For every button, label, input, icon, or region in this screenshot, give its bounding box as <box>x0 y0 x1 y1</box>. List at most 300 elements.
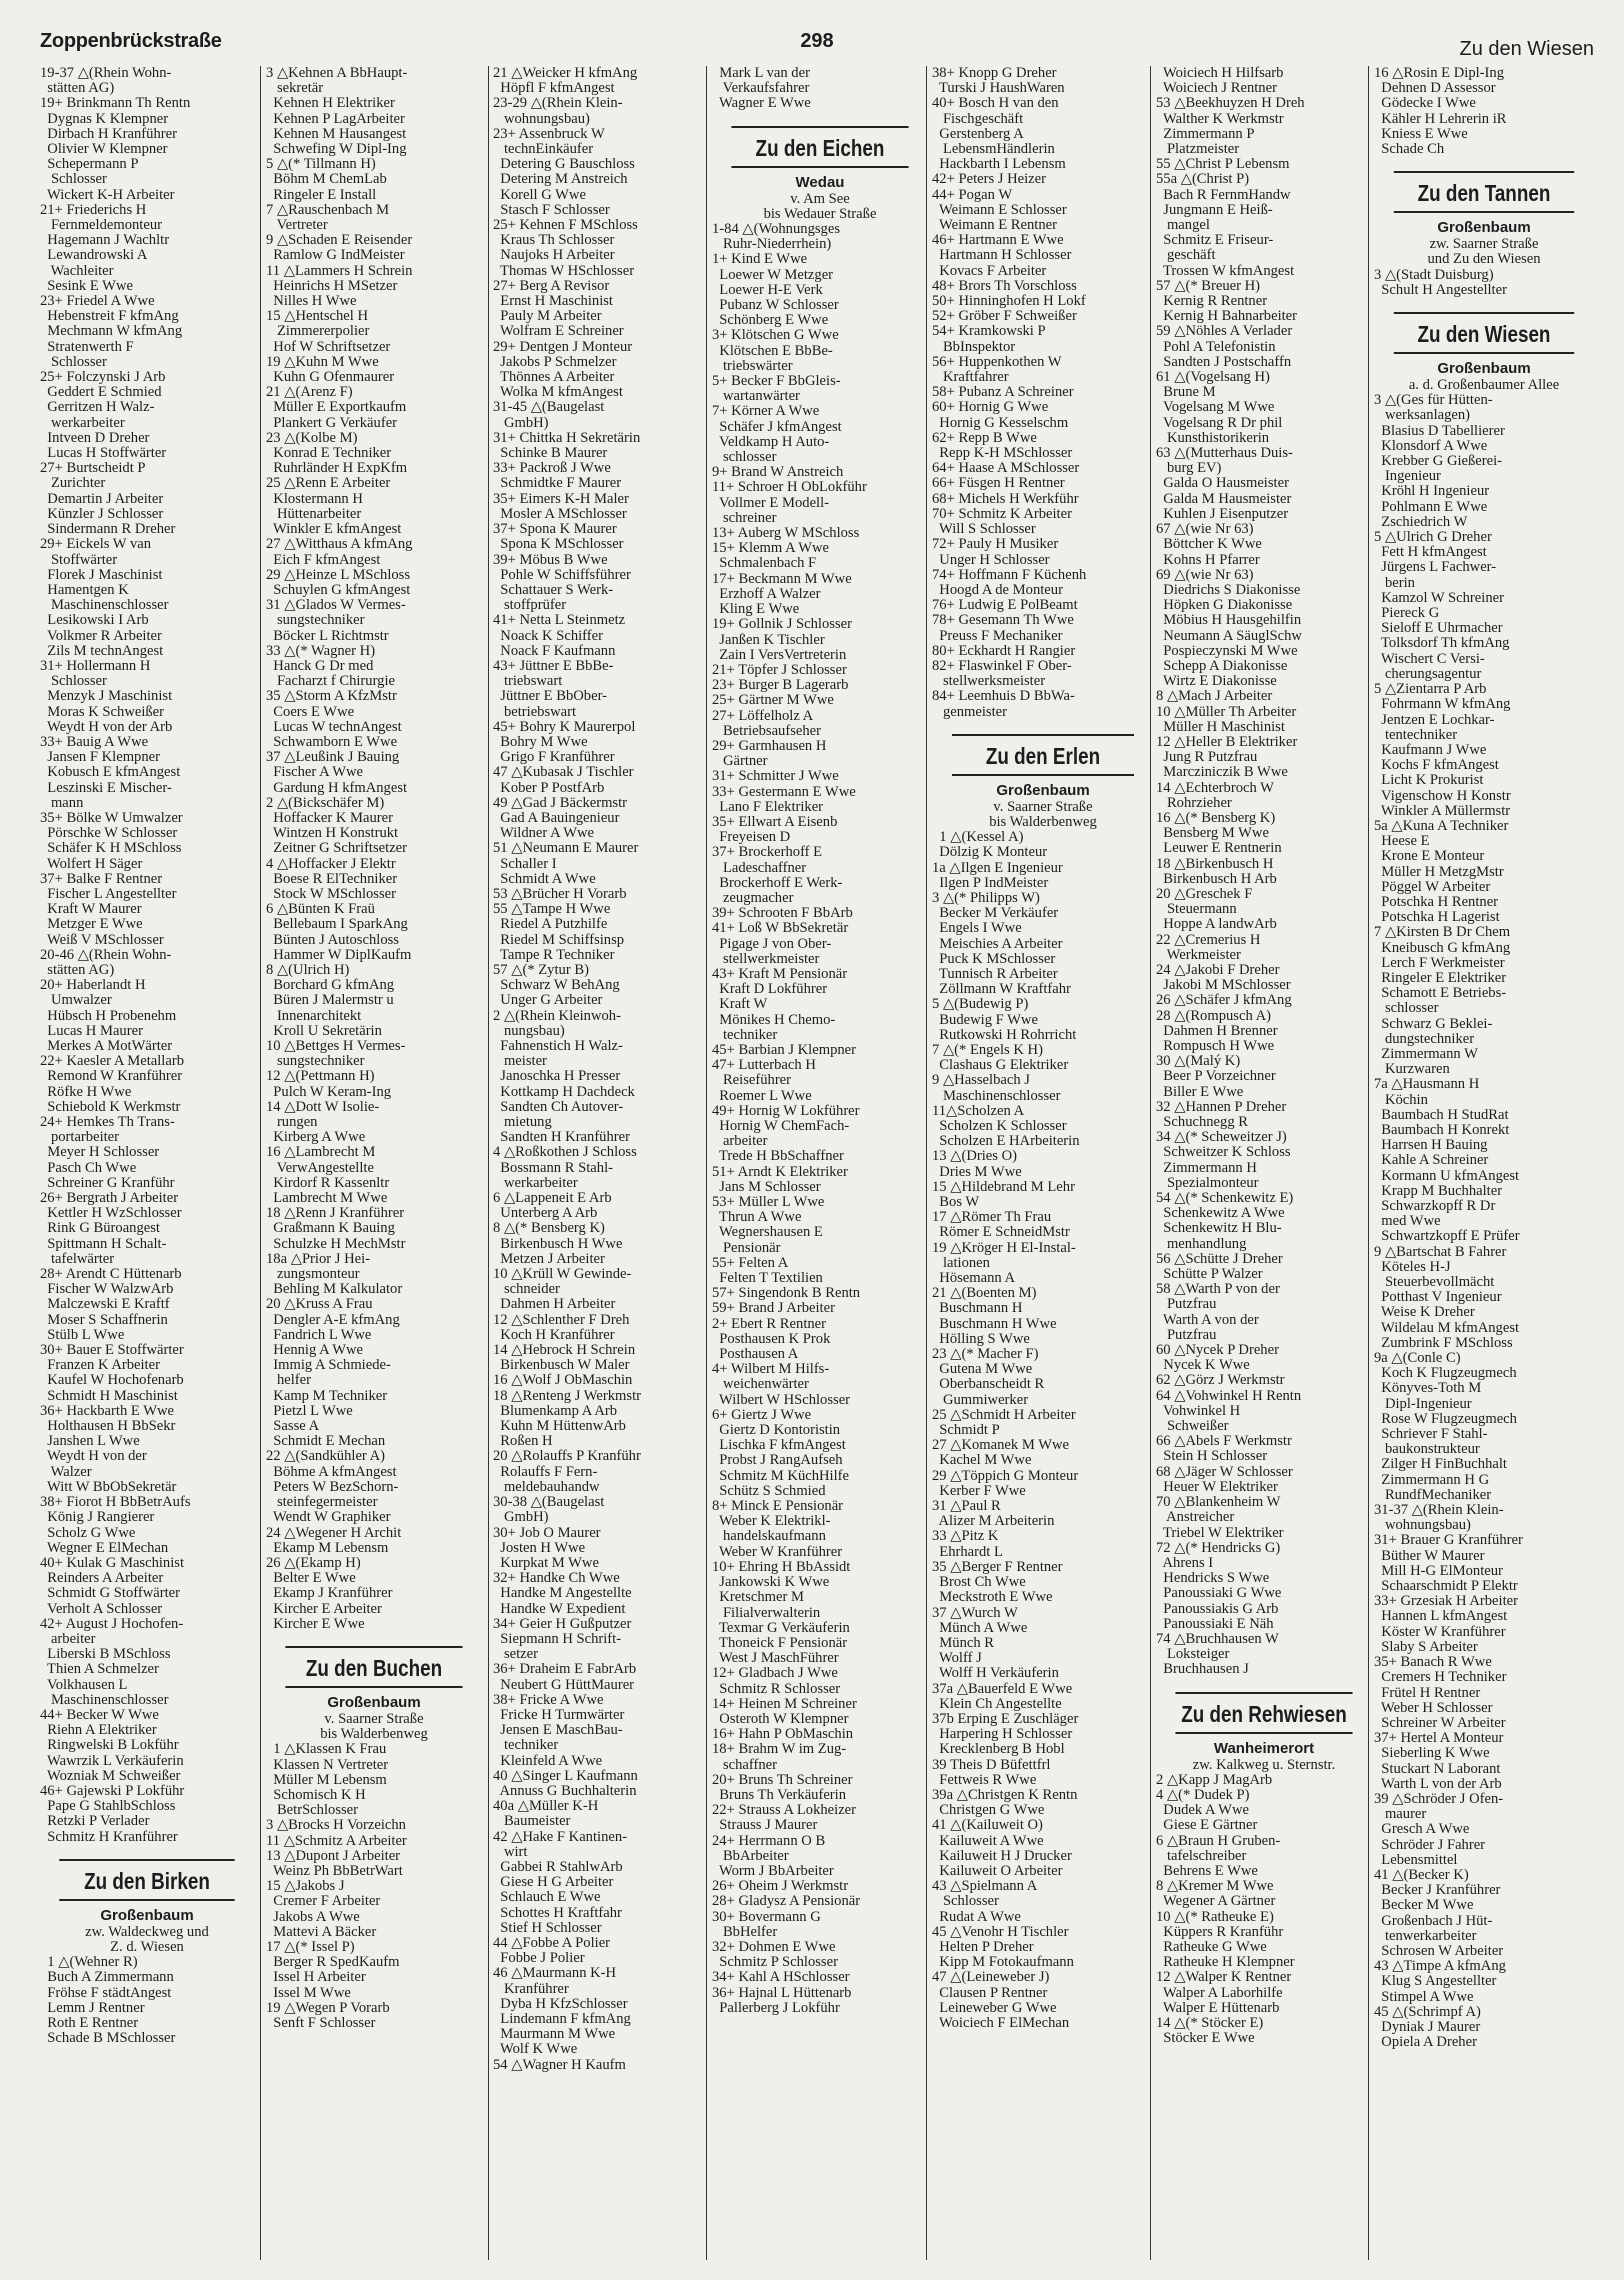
resident-entry: Loksteiger <box>1156 1647 1230 1663</box>
resident-entry: Wolff J <box>932 1651 982 1667</box>
resident-entry: LebensmHändlerin <box>932 142 1055 158</box>
resident-entry: 25+ Gärtner M Wwe <box>712 693 834 709</box>
resident-entry: 37+ Brockerhoff E <box>712 845 823 861</box>
resident-entry: 44 △Fobbe A Polier <box>493 1935 611 1951</box>
resident-entry: Becker M Wwe <box>1374 1898 1474 1914</box>
resident-entry: Eich F kfmAngest <box>266 552 381 568</box>
resident-entry: Steuermann <box>1156 902 1237 918</box>
resident-entry: Höpken G Diakonisse <box>1156 598 1293 614</box>
resident-entry: Schlosser <box>932 1894 999 1910</box>
resident-entry: 43+ Kraft M Pensionär <box>712 966 848 982</box>
resident-entry: Zimmermann W <box>1374 1046 1478 1062</box>
resident-entry: 30+ Bauer E Stoffwärter <box>40 1343 184 1359</box>
resident-entry: Kahle A Schreiner <box>1374 1153 1489 1169</box>
resident-entry: Schäfer J kfmAngest <box>712 419 842 435</box>
resident-entry: 23-29 △(Rhein Klein- <box>493 96 623 112</box>
resident-entry: Kernig R Rentner <box>1156 294 1268 310</box>
resident-entry: Ahrens I <box>1156 1555 1214 1571</box>
resident-entry: Pörschke W Schlosser <box>40 826 178 842</box>
resident-entry: 19 △Kuhn M Wwe <box>266 354 379 370</box>
resident-entry: Fandrich L Wwe <box>266 1327 372 1343</box>
resident-entry: Stöcker E Wwe <box>1156 2031 1255 2047</box>
resident-entry: Schepermann P <box>40 157 139 173</box>
resident-entry: 72 △(* Hendricks G) <box>1156 1540 1281 1556</box>
resident-entry: 1a △Ilgen E Ingenieur <box>932 860 1063 876</box>
resident-entry: Heese E <box>1374 834 1430 850</box>
resident-entry: 1-84 △(Wohnungsges <box>712 222 841 238</box>
resident-entry: Leuwer E Rentnerin <box>1156 841 1282 857</box>
resident-entry: Stasch F Schlosser <box>493 202 610 218</box>
resident-entry: Sieloff E Uhrmacher <box>1374 621 1503 637</box>
resident-entry: Wendt W Graphiker <box>266 1510 391 1526</box>
resident-entry: Budewig F Wwe <box>932 1012 1038 1028</box>
resident-entry: Kerber F Wwe <box>932 1483 1026 1499</box>
resident-entry: techniker <box>712 1027 778 1043</box>
resident-entry: helfer <box>266 1373 311 1389</box>
resident-entry: 33+ Gestermann E Wwe <box>712 784 856 800</box>
resident-entry: sekretär <box>266 81 324 97</box>
resident-entry: 13 △(Dries O) <box>932 1149 1017 1165</box>
resident-entry: 20 △Greschek F <box>1156 886 1253 902</box>
resident-entry: Maschinenschlosser <box>40 1692 169 1708</box>
resident-entry: 3 △(Stadt Duisburg) <box>1374 267 1494 283</box>
resident-entry: Berger R SpedKaufm <box>266 1955 400 1971</box>
resident-entry: menhandlung <box>1156 1236 1247 1252</box>
resident-entry: Riedel A Putzhilfe <box>493 917 608 933</box>
header-street-start: Zoppenbrückstraße <box>40 30 222 52</box>
resident-entry: Senft F Schlosser <box>266 2015 376 2031</box>
resident-entry: 47 △(Leineweber J) <box>932 1970 1050 1986</box>
resident-entry: Nycek K Wwe <box>1156 1358 1250 1374</box>
resident-entry: BbArbeiter <box>712 1848 789 1864</box>
resident-entry: Weise K Dreher <box>1374 1305 1475 1321</box>
resident-entry: Schepp A Diakonisse <box>1156 658 1288 674</box>
resident-entry: Rutkowski H Rohrricht <box>932 1027 1077 1043</box>
resident-entry: 22 △(Sandkühler A) <box>266 1449 386 1465</box>
resident-entry: Gödecke I Wwe <box>1374 96 1476 112</box>
resident-entry: Menzyk J Maschinist <box>40 689 173 705</box>
resident-entry: Wolfert H Säger <box>40 856 143 872</box>
resident-entry: Posthausen A <box>712 1347 799 1363</box>
resident-entry: 47+ Lutterbach H <box>712 1058 816 1074</box>
resident-entry: 40 △Singer L Kaufmann <box>493 1768 638 1784</box>
resident-entry: Künzler J Schlosser <box>40 506 164 522</box>
resident-entry: 12 △Walper K Rentner <box>1156 1970 1292 1986</box>
resident-entry: Schmidt E Mechan <box>266 1434 386 1450</box>
resident-entry: 30+ Bovermann G <box>712 1909 821 1925</box>
resident-entry: 8+ Minck E Pensionär <box>712 1499 844 1515</box>
resident-entry: 54 △Wagner H Kaufm <box>493 2057 626 2073</box>
resident-entry: Issel M Wwe <box>266 1985 351 2001</box>
resident-entry: 5 △(Budewig P) <box>932 997 1029 1013</box>
resident-entry: Lerch F Werkmeister <box>1374 955 1505 971</box>
resident-entry: Rose W Flugzeugmech <box>1374 1411 1517 1427</box>
street-range: v. Am See <box>790 190 850 207</box>
resident-entry: Loewer W Metzger <box>712 267 834 283</box>
resident-entry: 51+ Arndt K Elektriker <box>712 1164 848 1180</box>
resident-entry: 7 △Rauschenbach M <box>266 202 390 218</box>
resident-entry: Schmalenbach F <box>712 556 817 572</box>
resident-entry: Kovacs F Arbeiter <box>932 263 1047 279</box>
resident-entry: Meyer H Schlosser <box>40 1145 160 1161</box>
street-range: a. d. Großenbaumer Allee <box>1408 377 1560 394</box>
resident-entry: 41 △(Kailuweit O) <box>932 1818 1043 1834</box>
resident-entry: Oberbanscheidt R <box>932 1377 1045 1393</box>
resident-entry: 63 △(Mutterhaus Duis- <box>1156 446 1293 462</box>
resident-entry: Kehnen H Elektriker <box>266 96 395 112</box>
resident-entry: Weimann E Schlosser <box>932 202 1067 218</box>
resident-entry: 68+ Michels H Werkführ <box>932 491 1079 507</box>
resident-entry: Zils M technAngest <box>40 643 164 659</box>
resident-entry: Stief H Schlosser <box>493 1920 602 1936</box>
resident-entry: 56 △Schütte J Dreher <box>1156 1251 1283 1267</box>
resident-entry: 26+ Bergrath J Arbeiter <box>40 1191 179 1207</box>
resident-entry: cherungsagentur <box>1374 666 1482 682</box>
resident-entry: Cremer F Arbeiter <box>266 1894 381 1910</box>
resident-entry: Schönberg E Wwe <box>712 313 829 329</box>
resident-entry: rungen <box>266 1115 318 1131</box>
resident-entry: 29+ Garmhausen H <box>712 738 827 754</box>
resident-entry: Schult H Angestellter <box>1374 282 1507 298</box>
resident-entry: 33+ Packroß J Wwe <box>493 461 611 477</box>
resident-entry: 29+ Dentgen J Monteur <box>493 339 633 355</box>
resident-entry: Brockerhoff E Werk- <box>712 875 843 891</box>
resident-entry: Sasse A <box>266 1419 320 1435</box>
resident-entry: 41 △(Becker K) <box>1374 1867 1469 1883</box>
resident-entry: 80+ Eckhardt H Rangier <box>932 643 1076 659</box>
resident-entry: Schlauch E Wwe <box>493 1890 601 1906</box>
resident-entry: 38+ Fricke A Wwe <box>493 1692 604 1708</box>
resident-entry: Dipl-Ingenieur <box>1374 1396 1472 1412</box>
resident-entry: Jankowski K Wwe <box>712 1575 830 1591</box>
resident-entry: Wolfram E Schreiner <box>493 324 624 340</box>
resident-entry: Krone E Monteur <box>1374 849 1485 865</box>
resident-entry: Schriever F Stahl- <box>1374 1427 1488 1443</box>
resident-entry: 31-45 △(Baugelast <box>493 400 605 416</box>
resident-entry: setzer <box>493 1647 538 1663</box>
resident-entry: Dahmen H Arbeiter <box>493 1297 616 1313</box>
resident-entry: mann <box>40 795 84 811</box>
directory-column-1 <box>40 66 254 2260</box>
resident-entry: Müller H Maschinist <box>1156 719 1285 735</box>
resident-entry: Fischer A Wwe <box>266 765 364 781</box>
resident-entry: Bos W <box>932 1195 980 1211</box>
resident-entry: Schwarzkopff R Dr <box>1374 1199 1496 1214</box>
resident-entry: 54 △(* Schenkewitz E) <box>1156 1191 1294 1207</box>
resident-entry: Hennig A Wwe <box>266 1343 364 1359</box>
resident-entry: 56+ Huppenkothen W <box>932 354 1062 370</box>
resident-entry: Schrosen W Arbeiter <box>1374 1943 1504 1959</box>
resident-entry: Mark L van der <box>712 66 810 81</box>
resident-entry: Dyniak J Maurer <box>1374 2019 1481 2035</box>
resident-entry: Zurichter <box>40 476 106 492</box>
resident-entry: 5 △(* Tillmann H) <box>266 157 376 173</box>
resident-entry: 20+ Haberlandt H <box>40 978 146 994</box>
resident-entry: tafelschreiber <box>1156 1848 1247 1864</box>
resident-entry: Möbius H Hausgehilfin <box>1156 613 1302 629</box>
resident-entry: med Wwe <box>1374 1214 1441 1230</box>
resident-entry: 8 △Mach J Arbeiter <box>1156 689 1273 705</box>
resident-entry: Schamott E Betriebs- <box>1374 986 1507 1002</box>
resident-entry: Ernst H Maschinist <box>493 294 613 310</box>
resident-entry: Wegner E ElMechan <box>40 1540 169 1556</box>
resident-entry: Walper A Laborhilfe <box>1156 1985 1283 2001</box>
resident-entry: Schottes H Kraftfahr <box>493 1905 622 1921</box>
resident-entry: Merkes A MotWärter <box>40 1039 173 1054</box>
resident-entry: Retzki P Verlader <box>40 1814 150 1830</box>
resident-entry: Kircher E Arbeiter <box>266 1601 382 1617</box>
resident-entry: 20 △Kruss A Frau <box>266 1297 373 1313</box>
resident-entry: 18 △Renteng J Werkmstr <box>493 1388 641 1404</box>
resident-entry: Geddert E Schmied <box>40 385 162 401</box>
resident-entry: 37b Erping E Zuschläger <box>932 1711 1079 1727</box>
resident-entry: Stimpel A Wwe <box>1374 1989 1474 2005</box>
resident-entry: Schulzke H MechMstr <box>266 1236 406 1252</box>
resident-entry: Dyba H KfzSchlosser <box>493 1996 628 2012</box>
resident-entry: Wilbert W HSchlosser <box>712 1392 851 1408</box>
directory-columns <box>40 66 1594 2260</box>
resident-entry: Freyeisen D <box>712 830 791 846</box>
resident-entry: Becker M Verkäufer <box>932 906 1059 922</box>
resident-entry: 2 △(Bickschäfer M) <box>266 795 385 811</box>
resident-entry: Panoussiaki G Wwe <box>1156 1586 1282 1602</box>
resident-entry: meldebauhandw <box>493 1479 600 1495</box>
resident-entry: Puck K MSchlosser <box>932 951 1056 967</box>
resident-entry: Janshen L Wwe <box>40 1434 140 1450</box>
resident-entry: Schuchnegg R <box>1156 1115 1249 1131</box>
resident-entry: Schomisch K H <box>266 1787 366 1803</box>
resident-entry: Hebenstreit F kfmAng <box>40 309 179 325</box>
resident-entry: Bensberg M Wwe <box>1156 826 1269 842</box>
resident-entry: Böhme A kfmAngest <box>266 1464 397 1480</box>
resident-entry: werksanlagen) <box>1374 408 1471 424</box>
resident-entry: 35+ Bölke W Umwalzer <box>40 810 183 826</box>
resident-entry: Naujoks H Arbeiter <box>493 248 615 264</box>
street-range: v. Saarner Straße <box>993 798 1093 815</box>
resident-entry: RundfMechaniker <box>1374 1487 1492 1503</box>
resident-entry: 27+ Burtscheidt P <box>40 461 146 477</box>
resident-entry: schreiner <box>712 510 777 526</box>
directory-column-7 <box>1374 66 1594 2260</box>
resident-entry: werkarbeiter <box>40 415 125 431</box>
resident-entry: Ekamp M Lebensm <box>266 1540 389 1556</box>
resident-entry: Sandten H Kranführer <box>493 1130 630 1146</box>
resident-entry: Schwefing W Dipl-Ing <box>266 142 407 158</box>
resident-entry: Buschmann H Wwe <box>932 1316 1057 1332</box>
resident-entry: 1 △(Wehner R) <box>40 1955 138 1971</box>
resident-entry: 33 △(* Wagner H) <box>266 643 376 659</box>
resident-entry: Dries M Wwe <box>932 1164 1022 1180</box>
resident-entry: sungstechniker <box>266 613 365 629</box>
resident-entry: 26 △Schäfer J kfmAng <box>1156 993 1292 1009</box>
resident-entry: 21 △Weicker H kfmAng <box>493 66 638 81</box>
resident-entry: Sesink E Wwe <box>40 278 133 294</box>
resident-entry: Fahnenstich H Walz- <box>493 1039 623 1054</box>
resident-entry: geschäft <box>1156 248 1216 264</box>
resident-entry: 37 △Leußink J Bauing <box>266 750 400 766</box>
resident-entry: Rudat A Wwe <box>932 1909 1021 1925</box>
resident-entry: Cremers H Techniker <box>1374 1670 1507 1686</box>
resident-entry: Belter E Wwe <box>266 1571 356 1587</box>
resident-entry: Graßmann K Bauing <box>266 1221 395 1237</box>
resident-entry: West J MaschFührer <box>712 1651 839 1667</box>
resident-entry: Noack F Kaufmann <box>493 643 616 659</box>
resident-entry: 37+ Hertel A Monteur <box>1374 1731 1504 1747</box>
resident-entry: 17 △Römer Th Frau <box>932 1210 1052 1226</box>
resident-entry: Preuss F Mechaniker <box>932 628 1063 644</box>
resident-entry: Gutena M Wwe <box>932 1362 1033 1378</box>
resident-entry: Hoogd A de Monteur <box>932 582 1063 598</box>
resident-entry: Klonsdorf A Wwe <box>1374 438 1488 454</box>
resident-entry: Pulch W Keram-Ing <box>266 1084 392 1100</box>
resident-entry: Harpering H Schlosser <box>932 1727 1073 1743</box>
resident-entry: Galda O Hausmeister <box>1156 476 1289 492</box>
resident-entry: 53+ Müller L Wwe <box>712 1195 825 1211</box>
resident-entry: 76+ Ludwig E PolBeamt <box>932 598 1078 614</box>
resident-entry: Schattauer S Werk- <box>493 582 614 598</box>
resident-entry: Werkmeister <box>1156 947 1241 963</box>
resident-entry: portarbeiter <box>40 1130 120 1146</box>
resident-entry: Dengler A-E kfmAng <box>266 1312 400 1328</box>
resident-entry: 19-37 △(Rhein Wohn- <box>40 66 172 81</box>
resident-entry: Mönikes H Chemo- <box>712 1012 836 1028</box>
resident-entry: Gerritzen H Walz- <box>40 400 155 416</box>
resident-entry: Moras K Schweißer <box>40 704 165 720</box>
resident-entry: Lucas H Stoffwärter <box>40 446 167 462</box>
resident-entry: Becker J Kranführer <box>1374 1883 1501 1899</box>
resident-entry: Bruchhausen J <box>1156 1662 1249 1678</box>
resident-entry: 9 △Schaden E Reisender <box>266 233 413 249</box>
resident-entry: 10 △Krüll W Gewinde- <box>493 1267 632 1283</box>
resident-entry: Vohwinkel H <box>1156 1403 1241 1419</box>
resident-entry: Scholzen E HArbeiterin <box>932 1134 1080 1150</box>
district-heading: Großenbaum <box>327 1693 421 1711</box>
resident-entry: 55+ Felten A <box>712 1255 789 1271</box>
resident-entry: 74+ Hoffmann F Küchenh <box>932 567 1087 583</box>
column-divider <box>706 66 707 2260</box>
resident-entry: burg EV) <box>1156 461 1222 477</box>
resident-entry: Kneibusch G kfmAng <box>1374 940 1511 956</box>
resident-entry: Walzer <box>40 1464 92 1480</box>
resident-entry: 37+ Balke F Rentner <box>40 871 163 887</box>
resident-entry: 47 △Kubasak J Tischler <box>493 765 634 781</box>
column-divider <box>1368 66 1369 2260</box>
resident-entry: 29 △Töppich G Monteur <box>932 1468 1079 1484</box>
resident-entry: Kipp M Fotokaufmann <box>932 1955 1074 1971</box>
resident-entry: Janßen K Tischler <box>712 632 825 648</box>
resident-entry: 23 △(* Macher F) <box>932 1347 1039 1363</box>
resident-entry: Schuylen G kfmAngest <box>266 582 411 598</box>
resident-entry: Koch K Flugzeugmech <box>1374 1366 1517 1382</box>
resident-entry: Mill H-G ElMonteur <box>1374 1563 1503 1579</box>
resident-entry: 21+ Friederichs H <box>40 202 147 218</box>
resident-entry: Winkler E kfmAngest <box>266 522 402 538</box>
street-range: und Zu den Wiesen <box>1427 251 1541 268</box>
resident-entry: 23 △(Kolbe M) <box>266 430 358 446</box>
resident-entry: Krebber G Gießerei- <box>1374 454 1503 470</box>
resident-entry: Büther W Maurer <box>1374 1548 1485 1564</box>
resident-entry: 5a △Kuna A Techniker <box>1374 818 1509 834</box>
resident-entry: berin <box>1374 575 1415 591</box>
resident-entry: 34+ Kahl A HSchlosser <box>712 1970 850 1986</box>
resident-entry: baukonstrukteur <box>1374 1442 1480 1458</box>
resident-entry: Jans M Schlosser <box>712 1179 821 1195</box>
resident-entry: 20+ Bruns Th Schreiner <box>712 1772 853 1788</box>
resident-entry: Walther K Werkmstr <box>1156 111 1284 127</box>
resident-entry: Neumann A SäuglSchw <box>1156 628 1302 644</box>
resident-entry: Schütz S Schmied <box>712 1483 826 1499</box>
resident-entry: Kunsthistorikerin <box>1156 430 1270 446</box>
resident-entry: Zschiedrich W <box>1374 514 1468 530</box>
district-heading: Großenbaum <box>1437 219 1531 237</box>
resident-entry: 12 △Heller B Elektriker <box>1156 734 1298 750</box>
resident-entry: Anstreicher <box>1156 1510 1235 1526</box>
resident-entry: 55 △Christ P Lebensm <box>1156 157 1290 173</box>
resident-entry: 33+ Bauig A Wwe <box>40 734 149 750</box>
street-heading: Zu den Wiesen <box>1394 312 1574 354</box>
resident-entry: Ingenieur <box>1374 469 1441 485</box>
resident-entry: BbHelfer <box>712 1924 778 1940</box>
resident-entry: 3 △(* Philipps W) <box>932 890 1040 906</box>
resident-entry: 84+ Leemhuis D BbWa- <box>932 689 1075 705</box>
resident-entry: 45+ Bohry K Maurerpol <box>493 719 636 735</box>
resident-entry: Stratenwerth F <box>40 339 134 355</box>
resident-entry: Ehrhardt L <box>932 1544 1003 1560</box>
resident-entry: Schlosser <box>40 354 107 370</box>
resident-entry: 64+ Haase A MSchlosser <box>932 461 1080 477</box>
resident-entry: 70 △Blankenheim W <box>1156 1495 1281 1511</box>
resident-entry: stätten AG) <box>40 962 115 978</box>
resident-entry: handelskaufmann <box>712 1529 826 1545</box>
resident-entry: 32+ Handke Ch Wwe <box>493 1571 620 1587</box>
resident-entry: Unger H Schlosser <box>932 552 1050 568</box>
resident-entry: Köteles H-J <box>1374 1259 1451 1275</box>
resident-entry: 8 △Kremer M Wwe <box>1156 1879 1274 1895</box>
resident-entry: Kähler H Lehrerin iR <box>1374 111 1507 127</box>
resident-entry: Könyves-Toth M <box>1374 1381 1482 1397</box>
column-divider <box>488 66 489 2260</box>
resident-entry: Behling M Kalkulator <box>266 1282 403 1298</box>
directory-column-6 <box>1156 66 1372 2260</box>
resident-entry: Ruhr-Niederrhein) <box>712 237 832 253</box>
resident-entry: Rompusch H Wwe <box>1156 1039 1275 1054</box>
resident-entry: 7a △Hausmann H <box>1374 1077 1480 1093</box>
resident-entry: Pohl A Telefonistin <box>1156 339 1276 355</box>
resident-entry: Klostermann H <box>266 491 363 507</box>
resident-entry: Weimann E Rentner <box>932 218 1058 234</box>
resident-entry: 26+ Oheim J Werkmstr <box>712 1879 849 1895</box>
resident-entry: Lebensmittel <box>1374 1852 1458 1868</box>
resident-entry: Hüttenarbeiter <box>266 506 362 522</box>
resident-entry: Neubert G HüttMaurer <box>493 1677 635 1693</box>
resident-entry: Wachleiter <box>40 263 114 279</box>
resident-entry: Giese E Gärtner <box>1156 1818 1258 1834</box>
resident-entry: Lischka F kfmAngest <box>712 1438 846 1454</box>
resident-entry: Thien A Schmelzer <box>40 1662 159 1678</box>
resident-entry: 42 △Hake F Kantinen- <box>493 1829 628 1845</box>
resident-entry: Kurzwaren <box>1374 1062 1450 1078</box>
resident-entry: Mattevi A Bäcker <box>266 1924 377 1940</box>
resident-entry: 7+ Körner A Wwe <box>712 404 820 420</box>
resident-entry: Dygnas K Klempner <box>40 111 169 127</box>
resident-entry: 18a △Prior J Hei- <box>266 1251 371 1267</box>
resident-entry: Fohrmann W kfmAng <box>1374 697 1511 713</box>
resident-entry: Schinke B Maurer <box>493 446 608 462</box>
resident-entry: Remond W Kranführer <box>40 1069 183 1085</box>
resident-entry: Klein Ch Angestellte <box>932 1696 1062 1712</box>
resident-entry: Vertreter <box>266 218 328 234</box>
resident-entry: Kamp M Techniker <box>266 1388 388 1404</box>
